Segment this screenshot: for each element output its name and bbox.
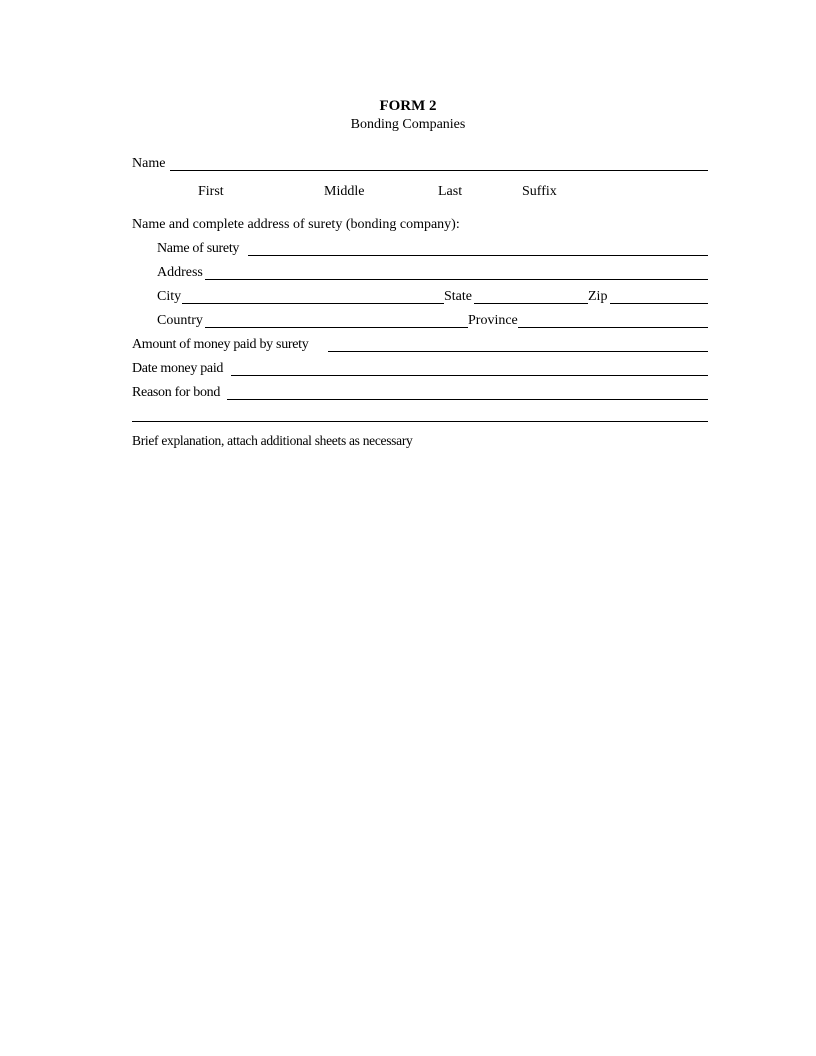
form-subtitle: Bonding Companies bbox=[350, 117, 466, 132]
reason-for-bond-label: Reason for bond bbox=[132, 385, 221, 400]
form-title: FORM 2 bbox=[379, 98, 437, 114]
surety-zip-input[interactable] bbox=[610, 284, 708, 304]
explanation-note: Brief explanation, attach additional sheets as necessary bbox=[132, 433, 413, 448]
surety-province-input[interactable] bbox=[518, 308, 708, 328]
surety-city-label: City bbox=[157, 289, 182, 304]
surety-address-input[interactable] bbox=[205, 260, 708, 280]
name-first-sublabel: First bbox=[198, 184, 224, 199]
name-middle-sublabel: Middle bbox=[324, 184, 365, 199]
surety-country-label: Country bbox=[157, 313, 203, 328]
name-suffix-sublabel: Suffix bbox=[522, 184, 557, 199]
surety-address-label: Address bbox=[157, 265, 203, 280]
reason-continuation-input[interactable] bbox=[132, 402, 708, 422]
name-input[interactable] bbox=[170, 151, 708, 171]
name-label: Name bbox=[132, 156, 166, 171]
surety-zip-label: Zip bbox=[588, 289, 608, 304]
amount-paid-input[interactable] bbox=[328, 332, 708, 352]
date-paid-label: Date money paid bbox=[132, 361, 224, 376]
surety-city-input[interactable] bbox=[182, 284, 444, 304]
reason-for-bond-input[interactable] bbox=[227, 380, 708, 400]
surety-country-input[interactable] bbox=[205, 308, 468, 328]
name-last-sublabel: Last bbox=[438, 184, 463, 199]
date-paid-input[interactable] bbox=[231, 356, 708, 376]
surety-name-label: Name of surety bbox=[157, 241, 240, 256]
surety-state-label: State bbox=[444, 289, 472, 304]
surety-province-label: Province bbox=[468, 313, 518, 328]
amount-paid-label: Amount of money paid by surety bbox=[132, 337, 309, 352]
surety-state-input[interactable] bbox=[474, 284, 588, 304]
surety-section-heading: Name and complete address of surety (bonding company): bbox=[132, 217, 460, 232]
surety-name-input[interactable] bbox=[248, 236, 708, 256]
